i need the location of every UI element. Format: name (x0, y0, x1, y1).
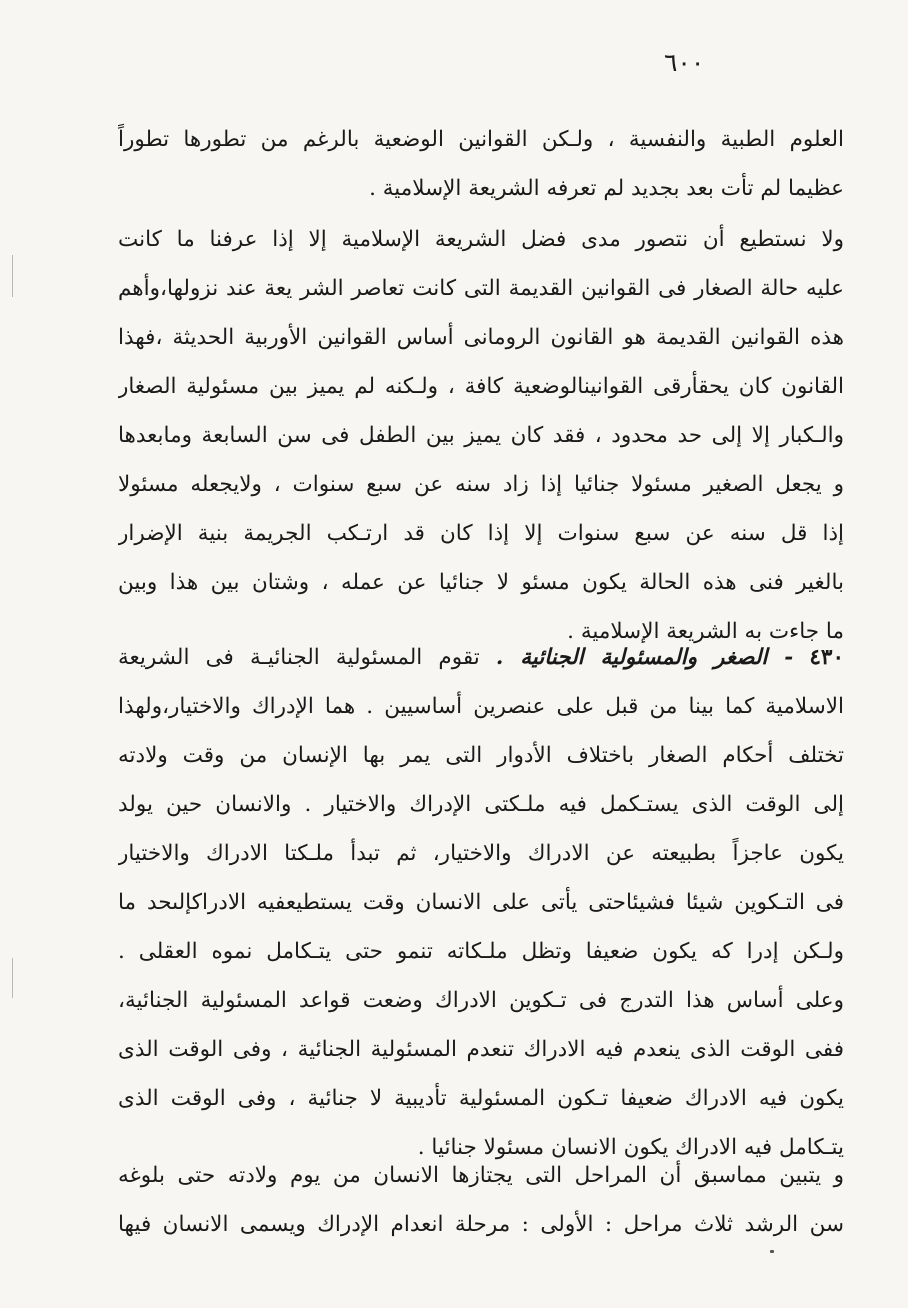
text-line: إلى الوقت الذى يستـكمل فيه ملـكتى الإدراك والاختيار . والانسان حين يولد (118, 792, 844, 817)
text-line: بالغير فنى هذه الحالة يكون مسئو لا جنائيا عن عمله ، وشتان بين هذا وبين (118, 570, 844, 595)
text-line: سن الرشد ثلاث مراحل : الأولى : مرحلة انعدام الإدراك ويسمى الانسان فيها (118, 1212, 844, 1237)
section-heading: - الصغر والمسئولية الجنائية . (495, 645, 794, 670)
paragraph-2 (118, 215, 844, 656)
scan-ink-speck (770, 1250, 774, 1253)
section-number: ٤٣٠ (809, 645, 844, 670)
scan-margin-mark (12, 255, 13, 297)
text-line: فى التـكوين شيئا فشيئاحتى يأتى على الانسان وقت يستطيعفيه الادراكإلىحد ما (118, 890, 844, 915)
text-line: العلوم الطبية والنفسية ، ولـكن القوانين الوضعية بالرغم من تطورها تطوراً (118, 127, 844, 152)
text-line: و يجعل الصغير مسئولا جنائيا إذا زاد سنه عن سبع سنوات ، ولايجعله مسئولا (118, 472, 844, 497)
text-line: القانون كان يحقأرقى القوانينالوضعية كافة ، ولـكنه لم يميز بين مسئولية الصغار (118, 374, 844, 399)
text-line: تختلف أحكام الصغار باختلاف الأدوار التى يمر بها الإنسان من وقت ولادته (118, 743, 844, 768)
scan-margin-mark (12, 958, 13, 998)
text-line: عظيما لم تأت بعد بجديد لم تعرفه الشريعة الإسلامية . (369, 176, 844, 201)
page-number: ٦٠٠ (664, 48, 705, 77)
text-line: ولـكن إدرا كه يكون ضعيفا وتظل ملـكاته تنمو حتى يتـكامل نموه العقلى . (118, 939, 844, 964)
paragraph-4 (118, 1151, 844, 1249)
text-line: إذا قل سنه عن سبع سنوات إلا إذا كان قد ارتـكب الجريمة بنية الإضرار (118, 521, 844, 546)
text-line: يتـكامل فيه الادراك يكون الانسان مسئولا جنائيا . (417, 1135, 844, 1160)
paragraph-section-430 (118, 633, 844, 1172)
text-line: عليه حالة الصغار فى القوانين القديمة التى كانت تعاصر الشر يعة عند نزولها،وأهم (118, 276, 844, 301)
text-line: الاسلامية كما بينا من قبل على عنصرين أساسيين . هما الإدراك والاختيار،ولهذا (118, 694, 844, 719)
text-line: والـكبار إلا إلى حد محدود ، فقد كان يميز بين الطفل فى سن السابعة ومابعدها (118, 423, 844, 448)
text-line: و يتبين مماسبق أن المراحل التى يجتازها الانسان من يوم ولادته حتى بلوغه (118, 1163, 844, 1188)
text-line: يكون عاجزاً بطبيعته عن الادراك والاختيار، ثم تبدأ ملـكتا الادراك والاختيار (118, 841, 844, 866)
text-line: يكون فيه الادراك ضعيفا تـكون المسئولية تأديبية لا جنائية ، وفى الوقت الذى (118, 1086, 844, 1111)
text-line: ففى الوقت الذى ينعدم فيه الادراك تنعدم المسئولية الجنائية ، وفى الوقت الذى (118, 1037, 844, 1062)
text-line: هذه القوانين القديمة هو القانون الرومانى أساس القوانين الأوربية الحديثة ،فهذا (118, 325, 844, 350)
text-line: تقوم المسئولية الجنائيـة فى الشريعة (118, 645, 480, 670)
text-line: ما جاءت به الشريعة الإسلامية . (567, 619, 844, 644)
paragraph-1 (118, 115, 844, 213)
text-line: ولا نستطيع أن نتصور مدى فضل الشريعة الإسلامية إلا إذا عرفنا ما كانت (118, 227, 844, 252)
text-line: وعلى أساس هذا التدرج فى تـكوين الادراك وضعت قواعد المسئولية الجنائية، (118, 988, 844, 1013)
section-first-line (118, 633, 844, 682)
